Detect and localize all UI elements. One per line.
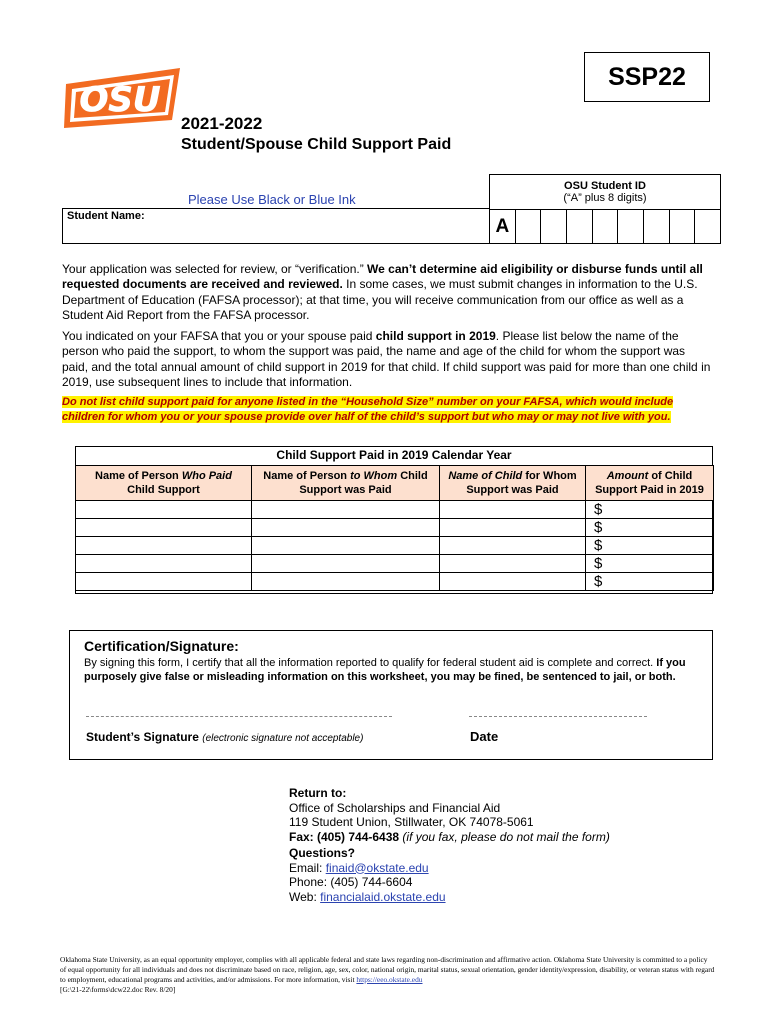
household-warning: Do not list child support paid for anyone listed in the “Household Size” number on your FAFSA, which would include children for whom you or your spouse provide over half of the child’s support but who may or may not live with you. — [62, 396, 674, 423]
aid-year: 2021-2022 — [181, 114, 263, 133]
col-header-amount: Amount of Child Support Paid in 2019 — [586, 466, 714, 501]
child-cell[interactable] — [440, 537, 586, 555]
student-id-title: OSU Student ID — [564, 180, 646, 192]
date-line[interactable] — [469, 716, 647, 717]
verification-paragraph: Your application was selected for review, or “verification.” We can’t determine aid eligibility or disburse funds until all requested documents are received and reviewed. In some cases, we must submit changes in information to the U.S. Department of Education (FAFSA processor); at that time, you will receive communication from our office as well as a Student Aid Report from the FAFSA processor. — [62, 262, 703, 322]
amount-cell[interactable]: $ — [586, 573, 714, 591]
student-name-label: Student Name: — [67, 210, 145, 222]
logo-wordmark: OSU — [79, 80, 161, 120]
student-id-digit[interactable] — [566, 210, 592, 243]
col-header-recipient: Name of Person to Whom Child Support was Paid — [252, 466, 440, 501]
fax-note: (if you fax, please do not mail the form) — [399, 829, 610, 844]
signature-line[interactable] — [86, 716, 392, 717]
student-id-digit[interactable] — [515, 210, 541, 243]
instructions-paragraph: You indicated on your FAFSA that you or your spouse paid child support in 2019. Please list below the name of the person who paid the support, to whom the support was paid, the name and age of the child for whom the support was paid, and the total annual amount of child support in 2019 for that child. If child support was paid for more than one child in 2019, use subsequent lines to include that information. — [62, 329, 711, 389]
table-row — [76, 537, 714, 555]
child-cell[interactable] — [440, 555, 586, 573]
recipient-cell[interactable] — [252, 537, 440, 555]
eeo-link[interactable]: https://eeo.okstate.edu — [356, 975, 423, 984]
date-label: Date — [470, 729, 499, 744]
web-label: Web: — [289, 889, 321, 904]
amount-cell[interactable]: $ — [586, 519, 714, 537]
amount-cell[interactable]: $ — [586, 555, 714, 573]
questions-heading: Questions? — [289, 846, 356, 860]
contact-info — [289, 846, 446, 904]
student-id-header — [489, 174, 721, 210]
return-address — [289, 786, 610, 844]
osu-logo — [62, 62, 184, 134]
website-link[interactable]: financialaid.okstate.edu — [320, 889, 446, 904]
phone-number: Phone: (405) 744-6604 — [289, 875, 413, 889]
child-support-table — [75, 465, 714, 591]
table-caption: Child Support Paid in 2019 Calendar Year — [276, 448, 512, 462]
payer-cell[interactable] — [76, 555, 252, 573]
eeo-footer: Oklahoma State University, as an equal opportunity employer, complies with all applicable federal and state laws regarding non-discrimination and affirmative action. Oklahoma State University is committed to a policy of equal opportunity for all individuals and does not discriminate based on race, religion, age, sex, color, national origin, marital status, sexual orientation, gender identity/expression, disability, or veteran status with regard to employment, educational programs and activities, and/or admissions. For more information, visit https://eeo.okstate.edu [G:\21-22\forms\dcw22.doc Rev. 8/20] — [60, 955, 715, 994]
recipient-cell[interactable] — [252, 519, 440, 537]
signature-label: Student’s Signature (electronic signature not acceptable) — [86, 730, 364, 744]
student-id-digit[interactable] — [694, 210, 720, 243]
col-header-payer: Name of Person Who Paid Child Support — [76, 466, 252, 501]
payer-cell[interactable] — [76, 537, 252, 555]
certification-text: By signing this form, I certify that all the information reported to qualify for federal student aid is complete and correct. If you purposely give false or misleading information on this worksheet, you may be fined, be sentenced to jail, or both. — [84, 657, 686, 683]
office-address: 119 Student Union, Stillwater, OK 74078-5061 — [289, 815, 534, 829]
email-label: Email: — [289, 860, 326, 875]
child-cell[interactable] — [440, 573, 586, 591]
email-link[interactable]: finaid@okstate.edu — [325, 860, 429, 875]
office-name: Office of Scholarships and Financial Aid — [289, 800, 501, 815]
table-header-row — [76, 466, 714, 501]
child-cell[interactable] — [440, 501, 586, 519]
ink-note: Please Use Black or Blue Ink — [188, 192, 356, 207]
form-path: [G:\21-22\forms\dcw22.doc Rev. 8/20] — [60, 985, 176, 994]
table-row — [76, 555, 714, 573]
fax-number: Fax: (405) 744-6438 — [289, 829, 400, 844]
table-row — [76, 519, 714, 537]
page-title: Student/Spouse Child Support Paid — [181, 136, 452, 153]
table-row — [76, 573, 714, 591]
student-id-digit[interactable] — [669, 210, 695, 243]
student-id-note: (“A” plus 8 digits) — [563, 192, 647, 204]
student-id-digit[interactable] — [643, 210, 669, 243]
payer-cell[interactable] — [76, 573, 252, 591]
form-code: SSP22 — [584, 52, 710, 102]
recipient-cell[interactable] — [252, 573, 440, 591]
child-cell[interactable] — [440, 519, 586, 537]
payer-cell[interactable] — [76, 519, 252, 537]
table-row — [76, 501, 714, 519]
student-id-prefix: A — [495, 215, 510, 237]
amount-cell[interactable]: $ — [586, 537, 714, 555]
amount-cell[interactable]: $ — [586, 501, 714, 519]
student-id-digit[interactable] — [592, 210, 618, 243]
student-id-digit[interactable] — [617, 210, 643, 243]
recipient-cell[interactable] — [252, 501, 440, 519]
student-id-digit[interactable] — [540, 210, 566, 243]
return-heading: Return to: — [289, 786, 347, 800]
payer-cell[interactable] — [76, 501, 252, 519]
col-header-child: Name of Child for Whom Support was Paid — [440, 466, 586, 501]
student-id-field[interactable] — [489, 209, 721, 244]
recipient-cell[interactable] — [252, 555, 440, 573]
certification-title: Certification/Signature: — [84, 638, 239, 654]
